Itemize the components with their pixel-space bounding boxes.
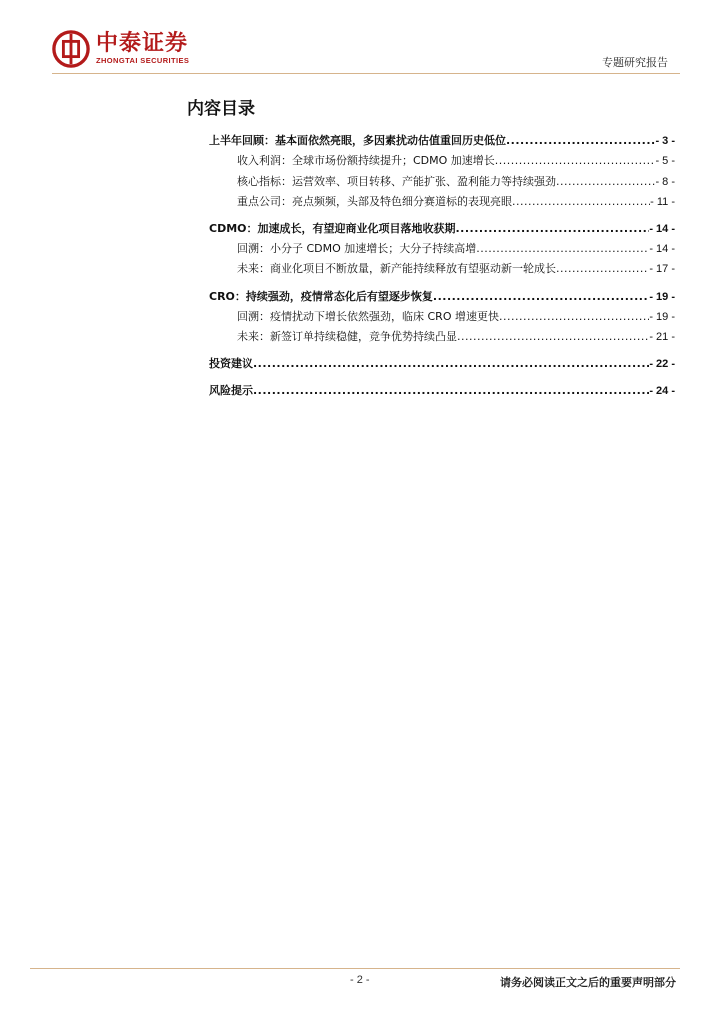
toc-dot-leader xyxy=(512,195,650,209)
toc-dot-leader xyxy=(457,330,649,344)
report-type-label: 专题研究报告 xyxy=(602,56,668,69)
toc-entry-title: CRO：持续强劲，疫情常态化后有望逐步恢复 xyxy=(209,289,433,303)
toc-dot-leader xyxy=(253,357,649,371)
zhongtai-logo-icon xyxy=(52,30,90,68)
toc-entry-title: 未来：新签订单持续稳健，竞争优势持续凸显 xyxy=(237,329,457,343)
toc-subsection-entry[interactable] xyxy=(209,304,675,324)
page-header xyxy=(0,0,724,80)
toc-subsection-entry[interactable] xyxy=(209,256,675,276)
toc-entry-title: 核心指标：运营效率、项目转移、产能扩张、盈利能力等持续强劲 xyxy=(237,174,556,188)
toc-dot-leader xyxy=(556,262,649,276)
toc-section-entry[interactable] xyxy=(209,283,675,303)
toc-subsection-entry[interactable] xyxy=(209,148,675,168)
logo-english-name: ZHONGTAI SECURITIES xyxy=(96,56,190,65)
toc-dot-leader xyxy=(499,310,649,324)
toc-dot-leader xyxy=(253,384,649,398)
toc-page-number: - 21 - xyxy=(649,330,675,343)
toc-section-entry[interactable] xyxy=(209,378,675,398)
toc-page-number: - 5 - xyxy=(655,155,675,168)
toc-entry-title: 回溯：疫情扰动下增长依然强劲，临床 CRO 增速更快 xyxy=(237,309,499,323)
toc-subsection-entry[interactable] xyxy=(209,168,675,188)
toc-entry-title: 未来：商业化项目不断放量，新产能持续释放有望驱动新一轮成长 xyxy=(237,262,556,276)
toc-dot-leader xyxy=(495,154,656,168)
page-number: - 2 - xyxy=(350,974,370,986)
footer-divider xyxy=(30,968,680,969)
header-divider xyxy=(52,73,680,74)
toc-subsection-entry[interactable] xyxy=(209,189,675,209)
toc-dot-leader xyxy=(506,134,655,148)
toc-entry-title: 收入利润：全球市场份额持续提升；CDMO 加速增长 xyxy=(237,154,495,168)
toc-page-number: - 24 - xyxy=(649,385,675,398)
toc-section-entry[interactable] xyxy=(209,216,675,236)
toc-page-number: - 19 - xyxy=(649,290,675,303)
logo-chinese-name: 中泰证券 xyxy=(96,31,189,56)
toc-subsection-entry[interactable] xyxy=(209,324,675,344)
toc-entry-title: 风险提示 xyxy=(209,384,253,398)
toc-dot-leader xyxy=(556,175,655,189)
toc-entry-title: 重点公司：亮点频频，头部及特色细分赛道标的表现亮眼 xyxy=(237,194,512,208)
table-of-contents xyxy=(209,128,675,398)
toc-page-number: - 8 - xyxy=(655,175,675,188)
toc-page-number: - 11 - xyxy=(650,195,675,208)
toc-dot-leader xyxy=(476,242,649,256)
toc-section-entry[interactable] xyxy=(209,351,675,371)
company-logo xyxy=(52,30,189,68)
toc-dot-leader xyxy=(456,222,650,236)
toc-section-entry[interactable] xyxy=(209,128,675,148)
toc-page-number: - 14 - xyxy=(649,222,675,235)
toc-page-number: - 19 - xyxy=(649,310,675,323)
toc-entry-title: 上半年回顾：基本面依然亮眼，多因素扰动估值重回历史低位 xyxy=(209,134,506,148)
toc-page-number: - 14 - xyxy=(649,243,675,256)
toc-entry-title: CDMO：加速成长，有望迎商业化项目落地收获期 xyxy=(209,221,456,235)
disclaimer-note: 请务必阅读正文之后的重要声明部分 xyxy=(500,976,676,989)
toc-dot-leader xyxy=(433,290,649,304)
toc-page-number: - 22 - xyxy=(649,358,675,371)
toc-subsection-entry[interactable] xyxy=(209,236,675,256)
toc-entry-title: 回溯：小分子 CDMO 加速增长；大分子持续高增 xyxy=(237,242,477,256)
toc-page-number: - 17 - xyxy=(649,263,675,276)
toc-page-number: - 3 - xyxy=(655,135,675,148)
toc-title: 内容目录 xyxy=(187,99,255,119)
toc-entry-title: 投资建议 xyxy=(209,357,253,371)
